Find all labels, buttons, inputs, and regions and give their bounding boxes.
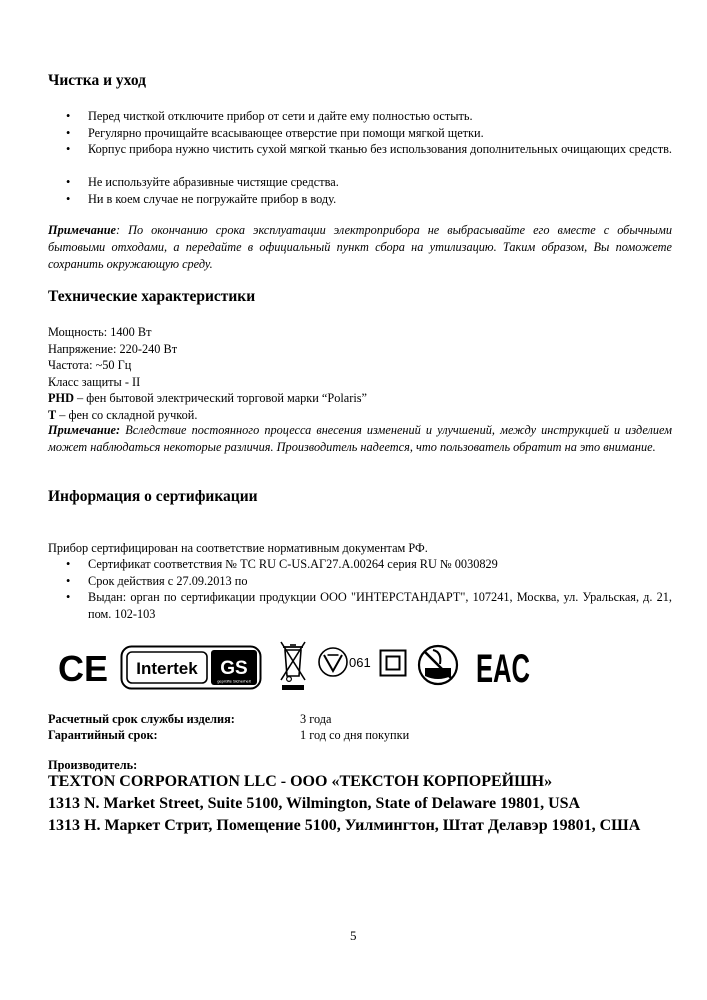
phd-text: – фен бытовой электрический торговой марки “Polaris” <box>73 391 368 405</box>
list-item <box>66 589 672 622</box>
bullet-icon: • <box>66 125 71 140</box>
service-life-label: Расчетный срок службы изделия: <box>48 712 235 726</box>
list-item-text: Ни в коем случае не погружайте прибор в воду. <box>88 191 337 206</box>
section-title-specs: Технические характеристики <box>48 288 256 305</box>
certification-marks <box>48 638 608 696</box>
note-label: Примечание: <box>48 423 121 437</box>
section-title-certification: Информация о сертификации <box>48 488 258 505</box>
spec-voltage: Напряжение: 220-240 Вт <box>48 341 178 356</box>
list-item-text: Перед чисткой отключите прибор от сети и дайте ему полностью остыть. <box>88 109 473 123</box>
list-item-text: Срок действия с 27.09.2013 по <box>88 573 248 588</box>
list-item-text: Выдан: орган по сертификации продукции ООО "ИНТЕРСТАНДАРТ", 107241, Москва, ул. Уральская, д. 21, пом. 102-103 <box>88 590 672 621</box>
page-number: 5 <box>350 928 357 943</box>
ce-mark-text: CE <box>58 648 109 689</box>
section-title-cleaning: Чистка и уход <box>48 72 146 89</box>
rostest-number: 061 <box>349 655 371 670</box>
spec-power: Мощность: 1400 Вт <box>48 325 152 339</box>
list-item-text: Сертификат соответствия № ТС RU C-US.АГ27.А.00264 серия RU № 0030829 <box>88 557 498 571</box>
intertek-text: Intertek <box>136 659 198 678</box>
changes-note <box>48 422 672 456</box>
spec-protection: Класс защиты - II <box>48 374 141 389</box>
gs-text: GS <box>220 658 248 679</box>
phd-code: PHD <box>48 391 74 405</box>
bullet-icon: • <box>66 557 71 571</box>
warranty-value: 1 год со дня покупки <box>300 728 410 742</box>
list-item <box>66 125 672 142</box>
t-text: – фен со складной ручкой. <box>56 407 198 422</box>
ce-mark-icon <box>56 638 110 696</box>
intertek-gs-mark-icon <box>120 638 262 696</box>
bullet-icon: • <box>66 142 71 156</box>
list-item <box>66 556 672 573</box>
list-item-text: Корпус прибора нужно чистить сухой мягкой тканью без использования дополнительных очищающих средств. <box>88 142 672 156</box>
list-item <box>66 141 672 158</box>
spec-phd <box>48 390 367 406</box>
note-text: : По окончанию срока эксплуатации электроприбора не выбрасывайте его вместе с обычными бытовыми отходами, а передайте в официальный пункт сбора на утилизацию. Таким образом, Вы поможете сохранить окружающую среду. <box>48 223 672 271</box>
spec-t <box>48 407 197 423</box>
bullet-icon: • <box>66 175 71 189</box>
bullet-icon: • <box>66 590 71 604</box>
weee-bin-icon <box>278 638 308 694</box>
list-item-text: Регулярно прочищайте всасывающее отверстие при помощи мягкой щетки. <box>88 125 484 140</box>
eac-text: EAC <box>476 647 530 691</box>
t-code: T <box>48 407 57 422</box>
bullet-icon: • <box>66 191 71 206</box>
warranty-label: Гарантийный срок: <box>48 728 158 742</box>
service-life-value: 3 года <box>300 712 332 726</box>
list-item <box>66 108 672 125</box>
bullet-icon: • <box>66 109 71 123</box>
no-water-icon <box>416 638 460 696</box>
disposal-note <box>48 222 672 273</box>
list-item <box>66 191 672 208</box>
bullet-icon: • <box>66 573 71 588</box>
manufacturer-address-en: 1313 N. Market Street, Suite 5100, Wilmington, State of Delaware 19801, USA <box>48 795 581 812</box>
certification-intro: Прибор сертифицирован на соответствие нормативным документам РФ. <box>48 541 428 555</box>
manufacturer-address-ru: 1313 Н. Маркет Стрит, Помещение 5100, Уилмингтон, Штат Делавэр 19801, США <box>48 817 641 834</box>
manufacturer-label: Производитель: <box>48 758 138 772</box>
note-text: Вследствие постоянного процесса внесения изменений и улучшений, между инструкцией и изделием может наблюдаться некоторые различия. Производитель надеется, что пользователь обратит на это внимание. <box>48 423 672 454</box>
gs-small-text: geprüfte Sicherheit <box>217 678 251 684</box>
class-ii-icon <box>378 638 408 696</box>
eac-mark-icon <box>474 638 534 696</box>
list-item <box>66 573 672 590</box>
manufacturer-company: TEXTON CORPORATION LLC - ООО «ТЕКСТОН КОРПОРЕЙШН» <box>48 773 553 790</box>
spec-frequency: Частота: ~50 Гц <box>48 358 132 372</box>
list-item <box>66 174 672 191</box>
list-item-text: Не используйте абразивные чистящие средства. <box>88 175 339 189</box>
note-label: Примечание <box>48 223 116 237</box>
